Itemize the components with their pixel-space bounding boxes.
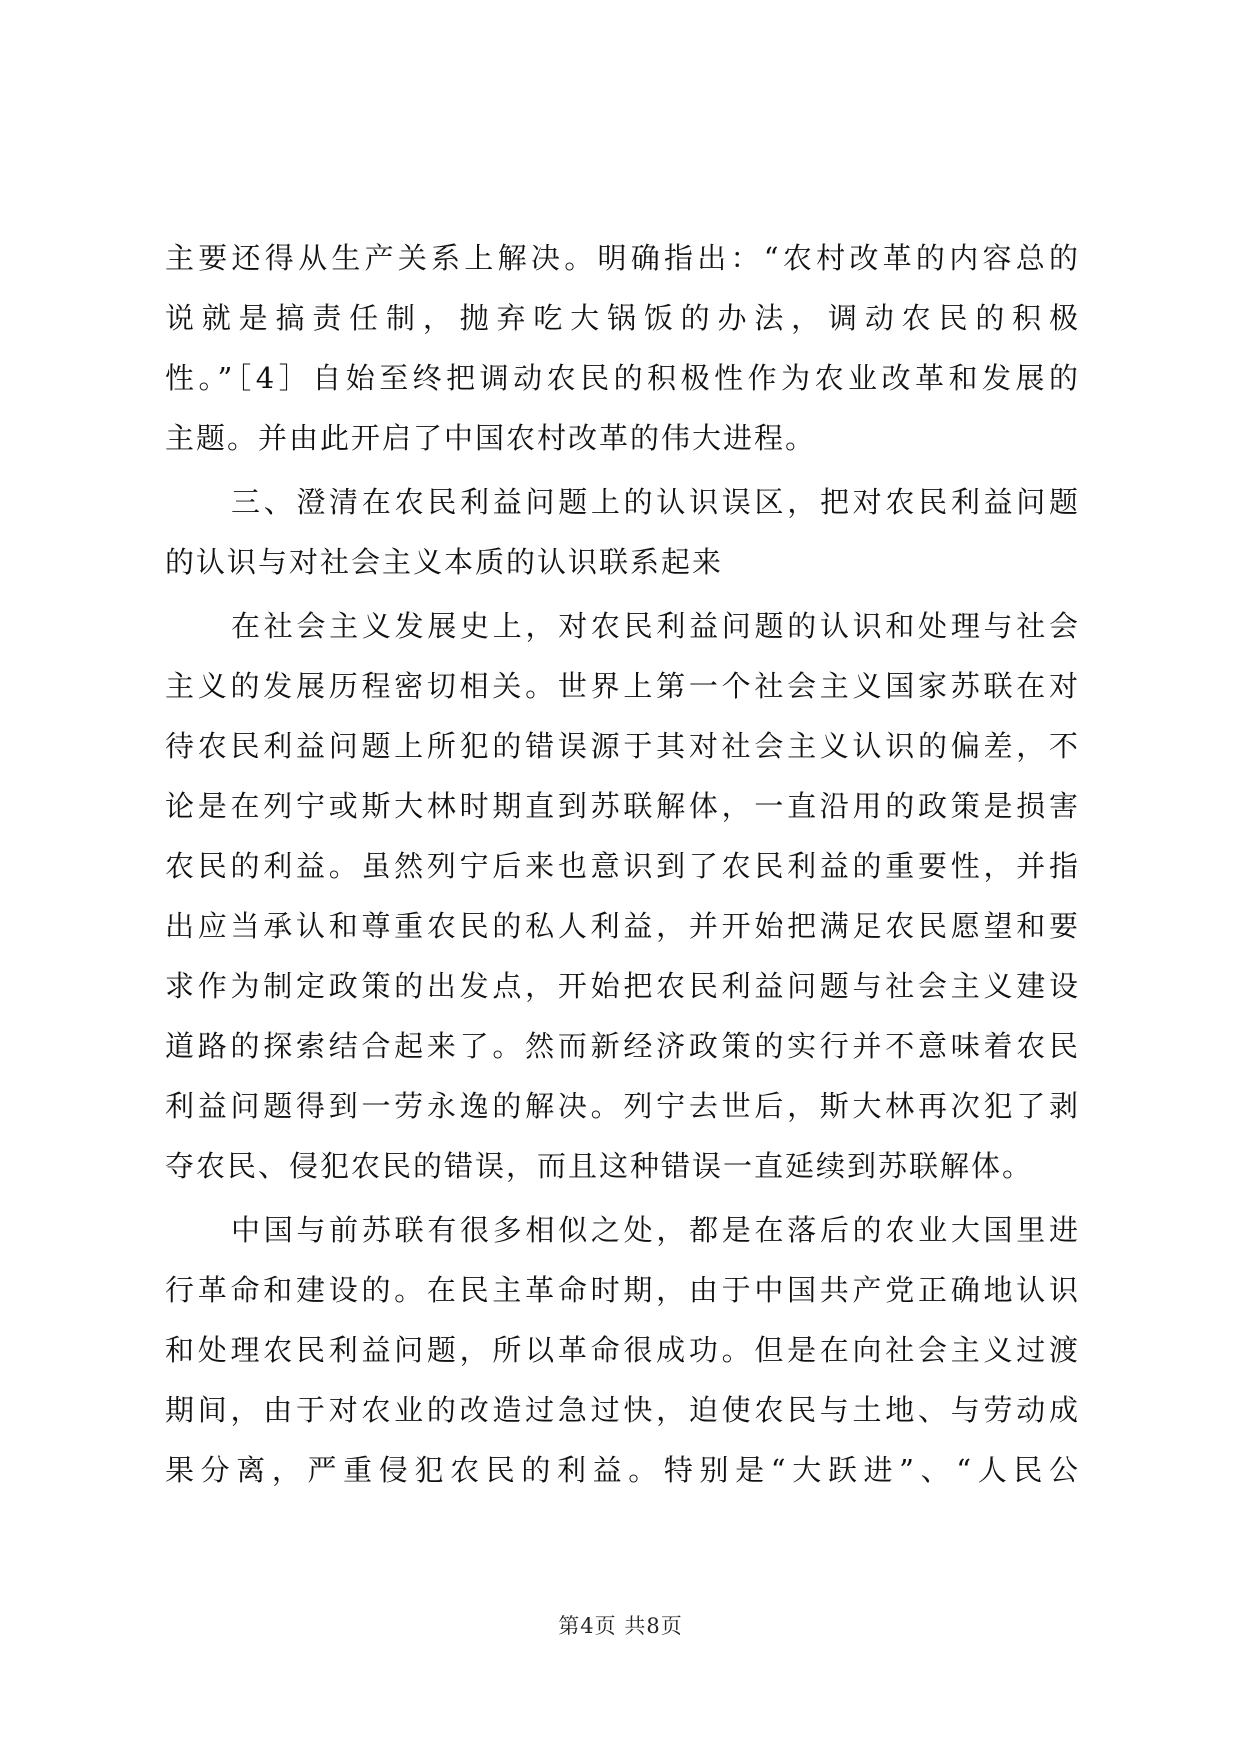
section-heading (165, 472, 1080, 592)
paragraph (165, 596, 1080, 1196)
text-line: 期间，由于对农业的改造过急过快，迫使农民与土地、与劳动成 (165, 1393, 1080, 1427)
text-line: 论是在列宁或斯大林时期直到苏联解体，一直沿用的政策是损害 (165, 789, 1080, 823)
text-line: 主题。并由此开启了中国农村改革的伟大进程。 (165, 421, 817, 455)
text-line: 说就是搞责任制，抛弃吃大锅饭的办法，调动农民的积极 (165, 301, 1080, 335)
text-line: 待农民利益问题上所犯的错误源于其对社会主义认识的偏差，不 (165, 729, 1080, 763)
text-line: 主要还得从生产关系上解决。明确指出：“农村改革的内容总的 (165, 241, 1080, 275)
text-line: 出应当承认和尊重农民的私人利益，并开始把满足农民愿望和要 (165, 909, 1080, 943)
text-line: 农民的利益。虽然列宁后来也意识到了农民利益的重要性，并指 (165, 849, 1080, 883)
text-line: 求作为制定政策的出发点，开始把农民利益问题与社会主义建设 (165, 969, 1080, 1003)
text-line: 行革命和建设的。在民主革命时期，由于中国共产党正确地认识 (165, 1273, 1080, 1307)
text-line: 的认识与对社会主义本质的认识联系起来 (165, 545, 724, 579)
text-line: 性。”［4］自始至终把调动农民的积极性作为农业改革和发展的 (165, 361, 1080, 395)
text-line: 道路的探索结合起来了。然而新经济政策的实行并不意味着农民 (165, 1029, 1080, 1063)
text-line: 和处理农民利益问题，所以革命很成功。但是在向社会主义过渡 (165, 1333, 1080, 1367)
text-line: 主义的发展历程密切相关。世界上第一个社会主义国家苏联在对 (165, 669, 1080, 703)
text-line: 中国与前苏联有很多相似之处，都是在落后的农业大国里进 (231, 1213, 1080, 1247)
body-text (165, 228, 1080, 1500)
text-line: 在社会主义发展史上，对农民利益问题的认识和处理与社会 (231, 609, 1080, 643)
paragraph-continuation (165, 228, 1080, 468)
text-line: 果分离，严重侵犯农民的利益。特别是“大跃进”、“人民公 (165, 1453, 1080, 1487)
text-line: 利益问题得到一劳永逸的解决。列宁去世后，斯大林再次犯了剥 (165, 1089, 1080, 1123)
page-footer (0, 1610, 1241, 1640)
text-line: 夺农民、侵犯农民的错误，而且这种错误一直延续到苏联解体。 (165, 1149, 1034, 1183)
paragraph (165, 1200, 1080, 1500)
text-line: 三、澄清在农民利益问题上的认识误区，把对农民利益问题 (231, 485, 1080, 519)
page-number-label: 第4页 共8页 (558, 1614, 683, 1638)
